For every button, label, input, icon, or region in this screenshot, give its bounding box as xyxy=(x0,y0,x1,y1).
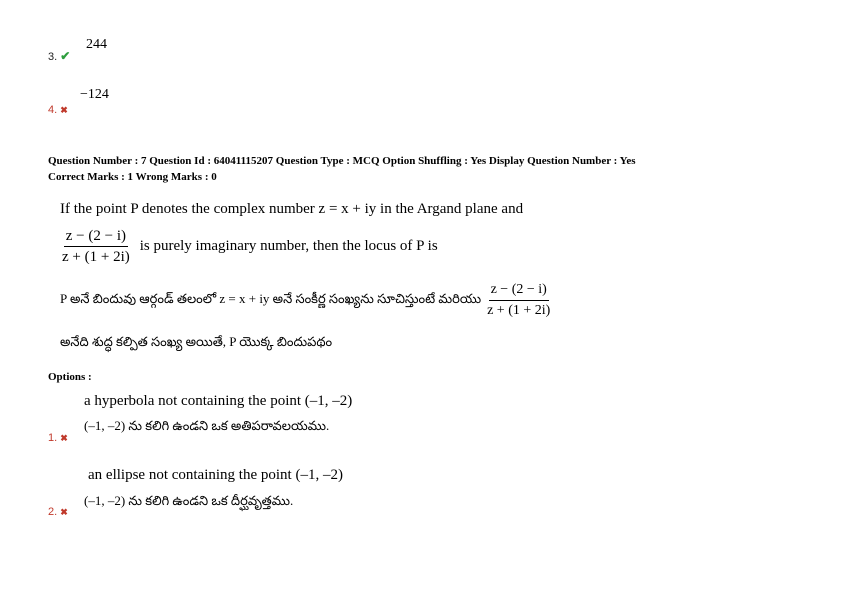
fraction-numerator: z − (2 − i) xyxy=(64,228,128,247)
question-text-en-line2-text: is purely imaginary number, then the locus of P is xyxy=(139,238,438,254)
cross-icon: ✖ xyxy=(60,507,68,517)
options-label: Options : xyxy=(48,371,92,383)
cross-icon: ✖ xyxy=(60,433,68,443)
cross-icon: ✖ xyxy=(60,105,68,115)
check-icon: ✔ xyxy=(60,49,71,63)
option-2-text-en[interactable]: an ellipse not containing the point (–1, –2) xyxy=(88,467,343,483)
option-2-number: 2. ✖ xyxy=(48,506,68,518)
option-2-text-te[interactable]: (–1, –2) ను కలిగి ఉండని ఒక దీర్ఘవృత్తము. xyxy=(84,493,294,508)
option-1-text-en[interactable]: a hyperbola not containing the point (–1, –2) xyxy=(84,393,353,409)
prev-option-3-value: 244 xyxy=(86,37,107,52)
prev-option-3-number: 3. ✔ xyxy=(48,49,71,63)
question-text-te-line1 xyxy=(60,282,552,319)
question-text-en-line2 xyxy=(60,228,438,265)
question-text-te-line1-text: P అనే బిందువు ఆర్గండ్ తలంలో z = x + iy అనే సంకీర్ణ సంఖ్యను సూచిస్తుంటే మరియు xyxy=(60,291,482,306)
prev-option-4-value: −124 xyxy=(80,87,109,102)
prev-option-4-number: 4. ✖ xyxy=(48,104,68,116)
fraction-expression-te xyxy=(485,282,552,319)
question-text-te-line2: అనేది శుద్ధ కల్పిత సంఖ్య అయితే, P యొక్క బిందుపథం xyxy=(60,334,333,349)
fraction-denominator: z + (1 + 2i) xyxy=(62,249,130,265)
option-1-number: 1. ✖ xyxy=(48,432,68,444)
fraction-numerator-te: z − (2 − i) xyxy=(489,282,549,301)
fraction-expression xyxy=(60,228,132,265)
question-text-en-line1: If the point P denotes the complex number z = x + iy in the Argand plane and xyxy=(60,201,524,217)
option-1-text-te[interactable]: (–1, –2) ను కలిగి ఉండని ఒక అతిపరావలయము. xyxy=(84,418,330,433)
fraction-denominator-te: z + (1 + 2i) xyxy=(487,303,551,318)
question-meta-line2: Correct Marks : 1 Wrong Marks : 0 xyxy=(48,171,217,183)
question-meta-line1: Question Number : 7 Question Id : 64041115207 Question Type : MCQ Option Shuffling : Yes Display Question Number : Yes xyxy=(48,155,636,167)
